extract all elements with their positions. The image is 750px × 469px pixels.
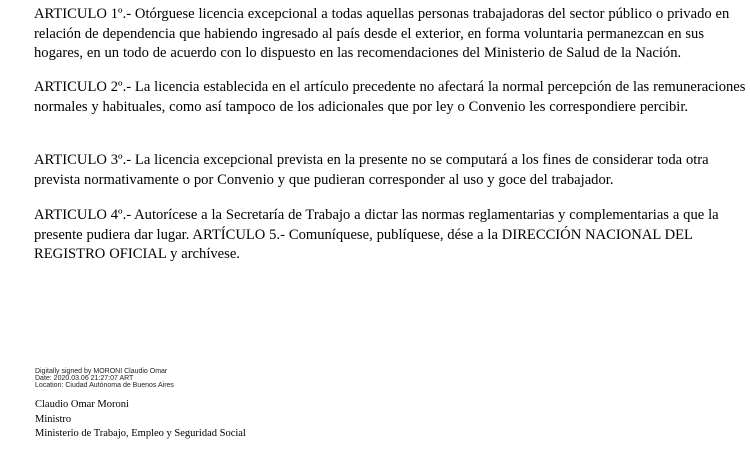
signature-location: Location: Ciudad Autónoma de Buenos Aires: [35, 382, 174, 390]
article-3-paragraph: ARTICULO 3º.- La licencia excepcional prevista en la presente no se computará a los fines de considerar toda otra prevista normativamente o por Convenio y que pudieran corresponder al uso y goce del trabajador.: [34, 152, 709, 188]
article-4-paragraph: ARTICULO 4º.- Autorícese a la Secretaría de Trabajo a dictar las normas reglamentarias y complementarias a que la presente pudiera dar lugar. ARTÍCULO 5.- Comuníquese, publíquese, dése a la DIRECCIÓN NACIONAL DEL REGISTRO OFICIAL y archívese.: [34, 207, 719, 262]
signer-role: Ministro: [35, 413, 72, 425]
signer-name: Claudio Omar Moroni: [35, 399, 129, 410]
signature-date: Date: 2020.03.06 21:27:07 ART: [35, 375, 134, 383]
signature-signed-by: Digitally signed by MORONI Claudio Omar: [35, 368, 168, 375]
article-1-paragraph: ARTICULO 1º.- Otórguese licencia excepcional a todas aquellas personas trabajadoras del sector público o privado en relación de dependencia que habiendo ingresado al país desde el exterior, en forma voluntaria permanezcan en sus hogares, en un todo de acuerdo con lo dispuesto en las recomendaciones del Ministerio de Salud de la Nación.: [34, 6, 730, 61]
digital-signature-stamp: [35, 368, 174, 390]
signer-block: [35, 398, 246, 442]
signer-ministry: Ministerio de Trabajo, Empleo y Seguridad Social: [35, 428, 246, 439]
article-2-paragraph: ARTICULO 2º.- La licencia establecida en el artículo precedente no afectará la normal percepción de las remuneraciones normales y habituales, como así tampoco de los adicionales que por ley o Convenio les correspondiere percibir.: [34, 79, 746, 115]
